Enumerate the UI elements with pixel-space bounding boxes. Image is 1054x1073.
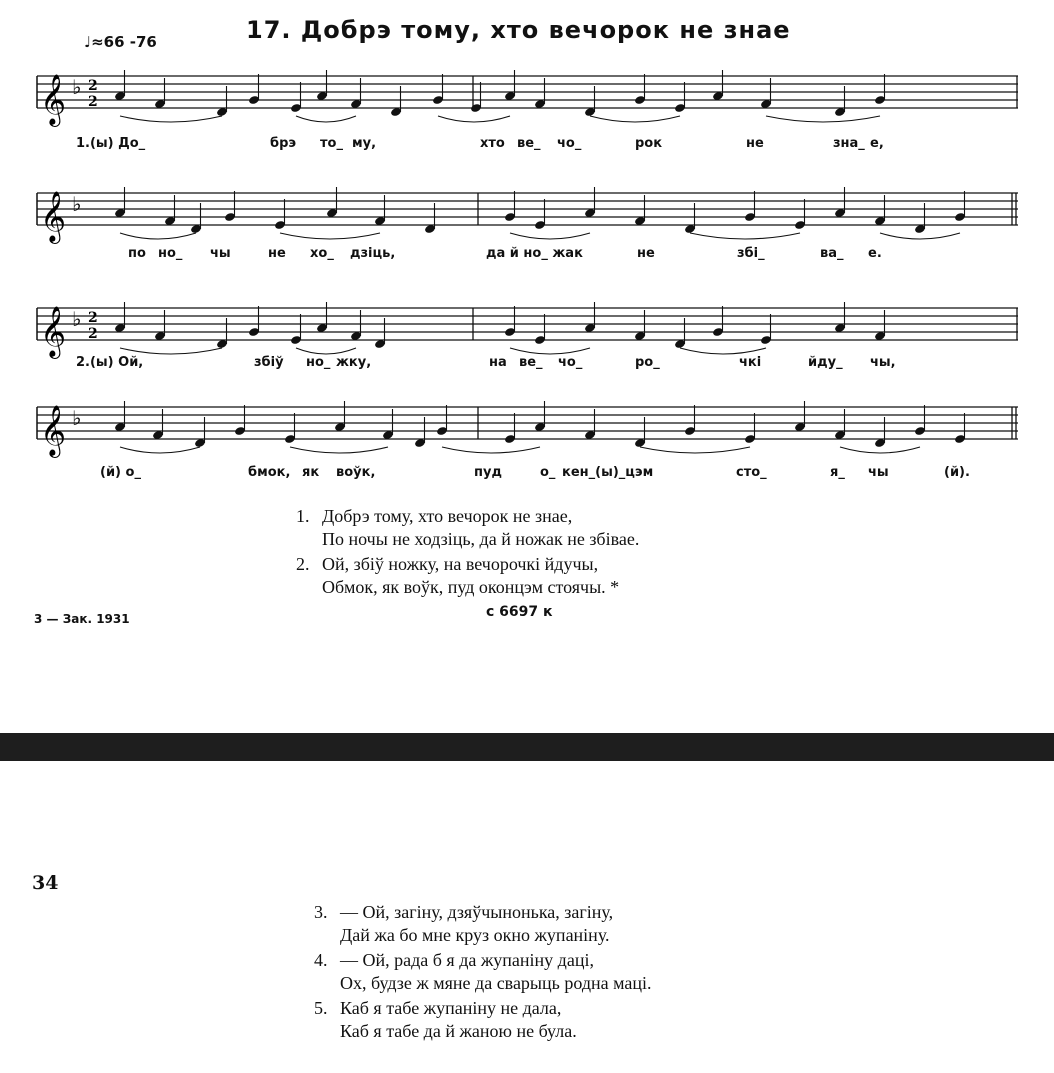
lyric-syllable: бмок,	[248, 465, 291, 480]
verse-number: 2.	[296, 554, 310, 574]
lyric-syllable: пуд	[474, 465, 502, 480]
treble-clef-icon: 𝄞	[40, 405, 67, 456]
quarter-note-icon: ♩	[84, 33, 92, 51]
lyric-syllable: збіў	[254, 355, 284, 370]
flat-key-signature-icon: ♭	[72, 406, 82, 430]
song-title: 17. Добрэ тому, хто вечорок не знае	[246, 16, 791, 44]
lyrics-line	[0, 136, 1054, 154]
slur	[690, 233, 800, 239]
lyric-syllable: то_	[320, 136, 343, 151]
lyric-syllable: збі_	[737, 246, 765, 261]
lyric-syllable: йду_	[808, 355, 843, 370]
lyric-syllable: на	[489, 355, 507, 370]
lyric-syllable: не	[268, 246, 286, 261]
slur	[438, 116, 510, 122]
verse-line: Обмок, як воўк, пуд оконцэм стоячы. *	[322, 577, 620, 597]
lyric-syllable: я_	[830, 465, 845, 480]
tempo-value: ≈66 -76	[91, 33, 157, 51]
verse-number: 5.	[314, 998, 328, 1018]
lyrics-line	[0, 246, 1054, 264]
print-code: с 6697 к	[486, 604, 553, 620]
lyric-syllable: не	[746, 136, 764, 151]
lyric-syllable: дзіць,	[350, 246, 396, 261]
slur	[296, 348, 356, 354]
lyric-syllable: рок	[635, 136, 663, 151]
lyric-syllable: чо_	[558, 355, 583, 370]
lyric-syllable: не	[637, 246, 655, 261]
lyric-syllable: но_	[158, 246, 183, 261]
lyric-syllable: о_	[540, 465, 556, 480]
lyric-syllable: е,	[870, 136, 884, 151]
lyric-syllable: чо_	[557, 136, 582, 151]
lyric-syllable: воўк,	[336, 465, 376, 480]
lyric-syllable: 1.(ы) До_	[76, 136, 146, 151]
slur	[680, 348, 766, 354]
lyric-syllable: му,	[352, 136, 377, 151]
lyric-syllable: ве_	[519, 355, 543, 370]
slur	[510, 348, 590, 354]
lyric-syllable: сто_	[736, 465, 767, 480]
lyric-syllable: е.	[868, 246, 882, 261]
slur	[840, 447, 920, 453]
time-signature-denominator: 2	[88, 326, 98, 342]
slur	[442, 447, 540, 453]
slur	[880, 233, 960, 239]
slur	[280, 233, 380, 239]
lyric-syllable: кен_(ы)_цэм	[562, 465, 654, 480]
page-number: 34	[32, 872, 59, 894]
lyric-syllable: ва_	[820, 246, 844, 261]
lyric-syllable: по	[128, 246, 146, 261]
slur	[120, 233, 196, 239]
verse-line: По ночы не ходзіць, да й ножак не збівае.	[322, 529, 640, 549]
slur	[766, 116, 880, 122]
verse-number: 3.	[314, 902, 328, 922]
lyric-syllable: хто	[480, 136, 505, 151]
treble-clef-icon: 𝄞	[40, 74, 67, 125]
lyric-syllable: зна_	[833, 136, 865, 151]
verse-number: 1.	[296, 506, 310, 526]
slur	[296, 116, 356, 122]
lyric-syllable: чы	[868, 465, 889, 480]
verse-line: — Ой, рада б я да жупаніну даці,	[340, 950, 594, 970]
lyric-syllable: 2.(ы) Ой,	[76, 355, 144, 370]
lyric-syllable: (й) о_	[100, 465, 141, 480]
verse-number: 4.	[314, 950, 328, 970]
treble-clef-icon: 𝄞	[40, 191, 67, 242]
music-staff-system	[0, 52, 1054, 182]
slur	[120, 348, 222, 354]
slur	[290, 447, 388, 453]
lyric-syllable: чы	[210, 246, 231, 261]
page-divider	[0, 733, 1054, 761]
lyric-syllable: жку,	[336, 355, 372, 370]
slur	[590, 116, 680, 122]
slur	[120, 116, 222, 122]
lyric-syllable: да й но_ жак	[486, 246, 583, 261]
music-staff-system	[0, 169, 1054, 299]
music-staff-system	[0, 383, 1054, 513]
verse-line: Каб я табе да й жаною не була.	[340, 1021, 577, 1041]
lyrics-line	[0, 465, 1054, 483]
lyric-syllable: як	[302, 465, 320, 480]
lyric-syllable: ро_	[635, 355, 660, 370]
slur	[640, 447, 750, 453]
flat-key-signature-icon: ♭	[72, 75, 82, 99]
print-order-note: 3 — Зак. 1931	[34, 612, 130, 626]
verse-line: Добрэ тому, хто вечорок не знае,	[322, 506, 573, 526]
lyric-syllable: (й).	[944, 465, 970, 480]
lyric-syllable: чкі	[739, 355, 762, 370]
lyric-syllable: но_	[306, 355, 331, 370]
verse-line: Каб я табе жупаніну не дала,	[340, 998, 562, 1018]
flat-key-signature-icon: ♭	[72, 307, 82, 331]
lyric-syllable: ве_	[517, 136, 541, 151]
lyrics-line	[0, 355, 1054, 373]
tempo-marking	[84, 33, 157, 51]
verse-line: Ох, будзе ж мяне да сварыць родна маці.	[340, 973, 652, 993]
slur	[510, 233, 590, 239]
verse-line: — Ой, загіну, дзяўчынонька, загіну,	[340, 902, 614, 922]
flat-key-signature-icon: ♭	[72, 192, 82, 216]
verse-line: Дай жа бо мне круз окно жупаніну.	[340, 925, 610, 945]
treble-clef-icon: 𝄞	[40, 306, 67, 357]
time-signature-numerator: 2	[88, 78, 98, 94]
time-signature-numerator: 2	[88, 310, 98, 326]
lyric-syllable: чы,	[870, 355, 896, 370]
time-signature-denominator: 2	[88, 94, 98, 110]
verse-line: Ой, збіў ножку, на вечорочкі йдучы,	[322, 554, 599, 574]
lyric-syllable: брэ	[270, 136, 297, 151]
lyric-syllable: хо_	[310, 246, 334, 261]
slur	[120, 447, 200, 453]
